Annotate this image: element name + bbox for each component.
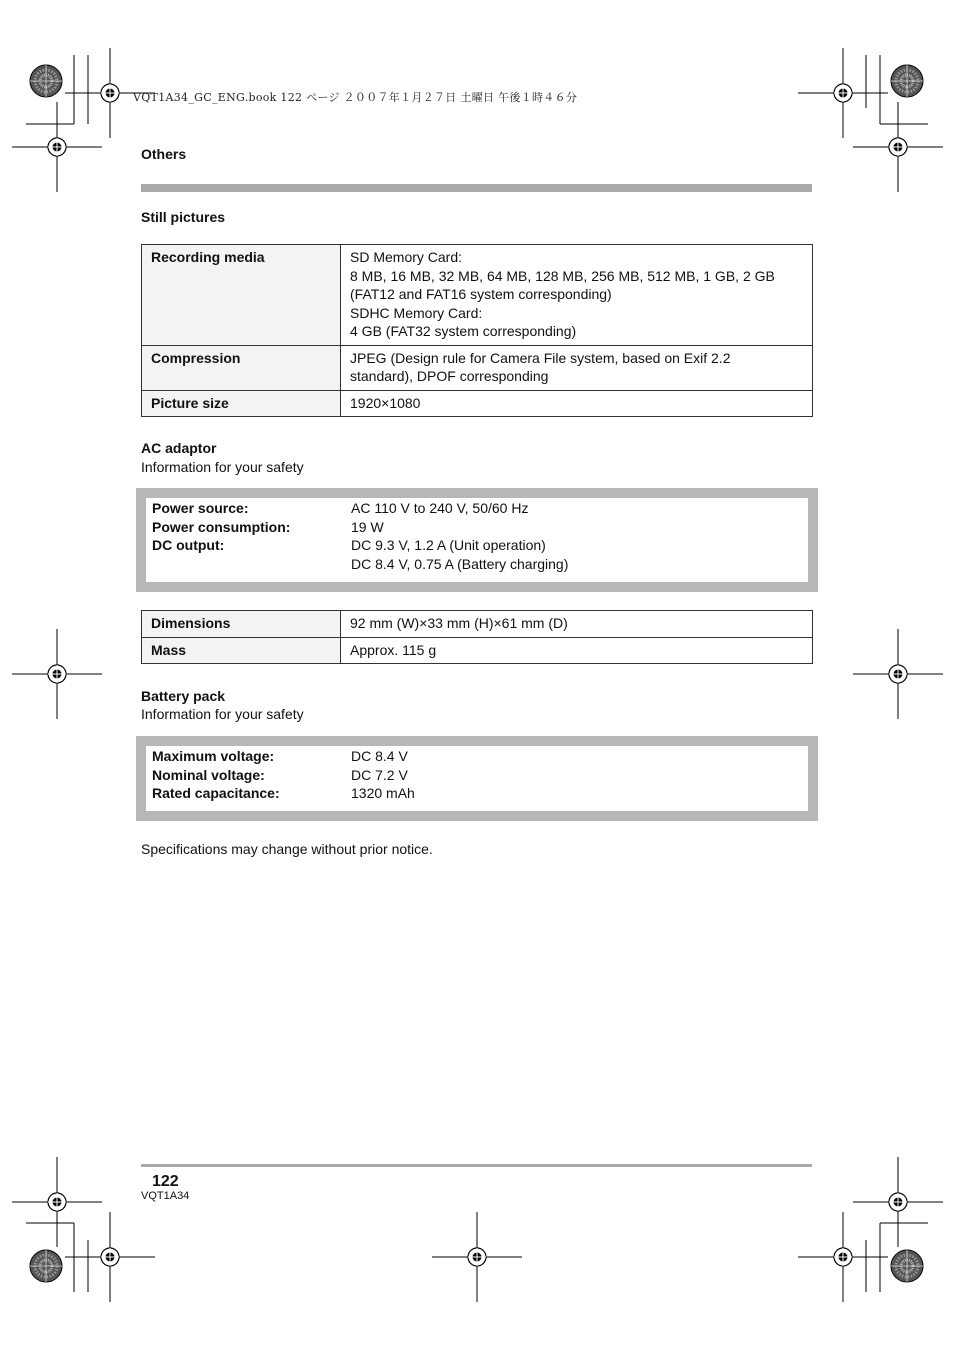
table-row: [142, 611, 813, 638]
ac-adaptor-safety-box: [136, 488, 818, 592]
kv-key: DC output:: [152, 537, 225, 553]
print-header-line: VQT1A34_GC_ENG.book 122 ページ ２００７年１月２７日 土曜日 午後１時４６分: [133, 91, 578, 104]
ac-adaptor-safety-note: Information for your safety: [141, 459, 304, 475]
value-line: SDHC Memory Card:: [350, 304, 483, 321]
row-label: Compression: [142, 345, 341, 390]
row-value: [341, 390, 813, 417]
kv-key: Nominal voltage:: [152, 766, 265, 783]
value-line: (FAT12 and FAT16 system corresponding): [350, 286, 612, 302]
page-number: 122: [152, 1173, 179, 1190]
kv-value: 1320 mAh: [351, 785, 415, 801]
battery-pack-safety-box: [136, 736, 818, 821]
row-label: Dimensions: [142, 611, 341, 638]
value-line: JPEG (Design rule for Camera File system, based on Exif 2.2: [350, 349, 731, 366]
row-value: 92 mm (W)×33 mm (H)×61 mm (D): [341, 611, 813, 638]
value-line: 8 MB, 16 MB, 32 MB, 64 MB, 128 MB, 256 MB, 512 MB, 1 GB, 2 GB: [350, 267, 775, 284]
kv-key: Maximum voltage:: [152, 748, 275, 764]
top-rule: [141, 184, 812, 192]
kv-key: Rated capacitance:: [152, 785, 280, 801]
safety-box-inner: [146, 498, 808, 582]
kv-value: 19 W: [351, 518, 384, 535]
ac-adaptor-heading: AC adaptor: [141, 440, 217, 456]
kv-value: DC 8.4 V: [351, 748, 408, 764]
row-value: [341, 345, 813, 390]
battery-pack-heading: Battery pack: [141, 688, 226, 704]
still-pictures-table: [141, 244, 813, 417]
row-label: Recording media: [142, 245, 341, 346]
kv-value: DC 8.4 V, 0.75 A (Battery charging): [351, 555, 569, 572]
bottom-rule: [141, 1164, 812, 1167]
kv-value: DC 9.3 V, 1.2 A (Unit operation): [351, 537, 546, 553]
table-row: [142, 345, 813, 390]
battery-pack-safety-note: Information for your safety: [141, 706, 304, 722]
row-label: Mass: [142, 637, 341, 664]
section-title: Others: [141, 146, 187, 162]
table-row: [142, 390, 813, 417]
table-row: [142, 637, 813, 664]
value-line: standard), DPOF corresponding: [350, 368, 549, 384]
dimensions-table: [141, 610, 813, 664]
model-code: VQT1A34: [141, 1190, 190, 1202]
still-pictures-heading: Still pictures: [141, 209, 226, 225]
safety-box-inner: [146, 746, 808, 811]
kv-key: Power consumption:: [152, 518, 291, 535]
table-row: [142, 245, 813, 346]
kv-value: DC 7.2 V: [351, 766, 408, 783]
value-line: 1920×1080: [350, 394, 421, 411]
row-value: [341, 245, 813, 346]
row-label: Picture size: [142, 390, 341, 417]
kv-value: AC 110 V to 240 V, 50/60 Hz: [351, 500, 529, 516]
row-value: Approx. 115 g: [341, 637, 813, 664]
value-line: SD Memory Card:: [350, 249, 463, 265]
footnote: Specifications may change without prior notice.: [141, 841, 433, 857]
kv-key: Power source:: [152, 500, 249, 516]
value-line: 4 GB (FAT32 system corresponding): [350, 323, 577, 339]
